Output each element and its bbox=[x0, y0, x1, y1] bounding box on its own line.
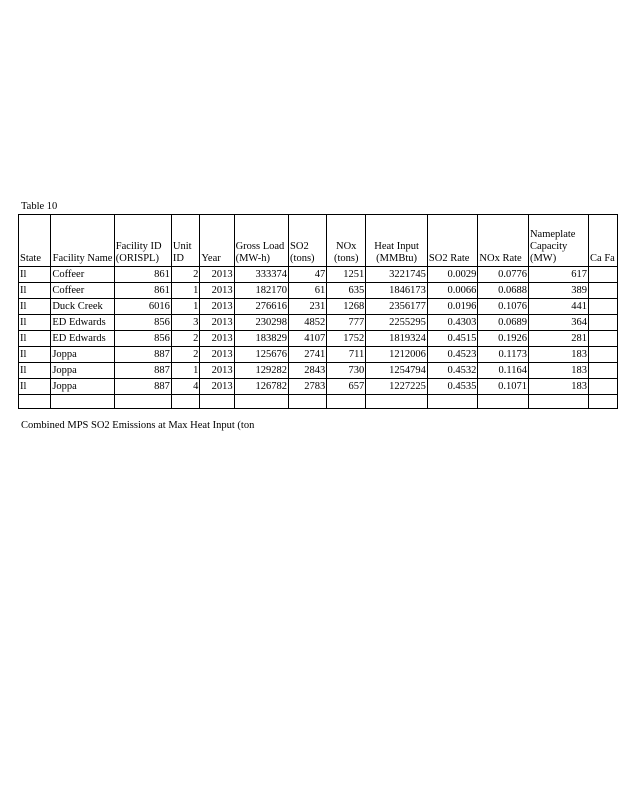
table-cell: 0.1076 bbox=[478, 299, 529, 315]
table-cell: 635 bbox=[327, 283, 366, 299]
col-header-facility-id: Facility ID (ORISPL) bbox=[114, 215, 171, 267]
table-cell: 276616 bbox=[234, 299, 288, 315]
table-cell: Joppa bbox=[51, 379, 114, 395]
table-row bbox=[19, 363, 618, 379]
table-row bbox=[19, 331, 618, 347]
table-cell: 711 bbox=[327, 347, 366, 363]
table-cell: ED Edwards bbox=[51, 331, 114, 347]
table-cell: 887 bbox=[114, 379, 171, 395]
table-container bbox=[18, 214, 618, 409]
table-cell: 2783 bbox=[289, 379, 327, 395]
table-cell bbox=[589, 299, 618, 315]
table-row bbox=[19, 299, 618, 315]
table-cell: Duck Creek bbox=[51, 299, 114, 315]
table-cell: Il bbox=[19, 315, 51, 331]
table-cell: 3221745 bbox=[366, 267, 428, 283]
table-cell: 856 bbox=[114, 331, 171, 347]
col-header-heat-input: Heat Input (MMBtu) bbox=[366, 215, 428, 267]
table-cell bbox=[589, 347, 618, 363]
empty-cell bbox=[51, 395, 114, 409]
table-cell: 0.4523 bbox=[427, 347, 478, 363]
table-cell: 47 bbox=[289, 267, 327, 283]
table-cell: 183829 bbox=[234, 331, 288, 347]
table-cell: 2 bbox=[171, 347, 199, 363]
table-cell: Coffeer bbox=[51, 283, 114, 299]
table-cell: Il bbox=[19, 347, 51, 363]
empty-cell bbox=[289, 395, 327, 409]
table-cell: 0.0688 bbox=[478, 283, 529, 299]
table-cell: 1 bbox=[171, 283, 199, 299]
table-cell: 1 bbox=[171, 363, 199, 379]
table-cell: 0.0776 bbox=[478, 267, 529, 283]
table-cell: 0.4532 bbox=[427, 363, 478, 379]
empty-cell bbox=[589, 395, 618, 409]
table-cell: 856 bbox=[114, 315, 171, 331]
note-text: Combined MPS SO2 Emissions at Max Heat Input (ton bbox=[21, 420, 255, 431]
table-cell: 0.4535 bbox=[427, 379, 478, 395]
table-cell: 230298 bbox=[234, 315, 288, 331]
table-cell: 2013 bbox=[200, 347, 234, 363]
col-header-so2-rate: SO2 Rate bbox=[427, 215, 478, 267]
table-cell: 2 bbox=[171, 267, 199, 283]
table-cell: 2255295 bbox=[366, 315, 428, 331]
table-cell bbox=[589, 267, 618, 283]
table-cell: 1752 bbox=[327, 331, 366, 347]
table-cell: 281 bbox=[528, 331, 588, 347]
table-cell: 2013 bbox=[200, 315, 234, 331]
table-cell: Coffeer bbox=[51, 267, 114, 283]
table-cell: 441 bbox=[528, 299, 588, 315]
table-caption: Table 10 bbox=[21, 201, 58, 212]
table-cell: 389 bbox=[528, 283, 588, 299]
table-cell: 6016 bbox=[114, 299, 171, 315]
table-cell: 0.0066 bbox=[427, 283, 478, 299]
empty-row bbox=[19, 395, 618, 409]
table-cell: 4 bbox=[171, 379, 199, 395]
table-cell: 0.0196 bbox=[427, 299, 478, 315]
table-cell: 0.1164 bbox=[478, 363, 529, 379]
table-cell: 0.4515 bbox=[427, 331, 478, 347]
table-cell: 0.1173 bbox=[478, 347, 529, 363]
table-cell: 129282 bbox=[234, 363, 288, 379]
table-cell: 617 bbox=[528, 267, 588, 283]
table-cell: 861 bbox=[114, 267, 171, 283]
table-row bbox=[19, 267, 618, 283]
table-cell: 1227225 bbox=[366, 379, 428, 395]
table-cell: 4852 bbox=[289, 315, 327, 331]
table-cell bbox=[589, 379, 618, 395]
table-cell: 2013 bbox=[200, 331, 234, 347]
table-cell: 777 bbox=[327, 315, 366, 331]
table-cell: 2013 bbox=[200, 363, 234, 379]
empty-cell bbox=[427, 395, 478, 409]
table-cell: Il bbox=[19, 363, 51, 379]
table-cell: Joppa bbox=[51, 347, 114, 363]
emissions-table bbox=[18, 214, 618, 409]
table-cell: 1819324 bbox=[366, 331, 428, 347]
table-cell: Il bbox=[19, 267, 51, 283]
table-cell: Il bbox=[19, 283, 51, 299]
table-cell: 183 bbox=[528, 347, 588, 363]
table-cell: 0.1071 bbox=[478, 379, 529, 395]
table-cell: 730 bbox=[327, 363, 366, 379]
table-cell: 4107 bbox=[289, 331, 327, 347]
table-cell: 2356177 bbox=[366, 299, 428, 315]
table-cell: 2 bbox=[171, 331, 199, 347]
table-cell: 887 bbox=[114, 363, 171, 379]
empty-cell bbox=[171, 395, 199, 409]
table-row bbox=[19, 379, 618, 395]
table-cell: 364 bbox=[528, 315, 588, 331]
col-header-so2: SO2 (tons) bbox=[289, 215, 327, 267]
table-cell: 2013 bbox=[200, 299, 234, 315]
table-cell: 126782 bbox=[234, 379, 288, 395]
table-cell: 1268 bbox=[327, 299, 366, 315]
table-cell: 1254794 bbox=[366, 363, 428, 379]
table-cell: 1846173 bbox=[366, 283, 428, 299]
table-cell: ED Edwards bbox=[51, 315, 114, 331]
table-cell: 861 bbox=[114, 283, 171, 299]
table-cell: 0.0689 bbox=[478, 315, 529, 331]
table-cell bbox=[589, 315, 618, 331]
table-cell: 2013 bbox=[200, 379, 234, 395]
table-cell: 61 bbox=[289, 283, 327, 299]
table-cell: Il bbox=[19, 299, 51, 315]
table-cell: 183 bbox=[528, 379, 588, 395]
table-row bbox=[19, 315, 618, 331]
table-row bbox=[19, 283, 618, 299]
table-cell: 2013 bbox=[200, 283, 234, 299]
empty-cell bbox=[327, 395, 366, 409]
table-cell: 887 bbox=[114, 347, 171, 363]
table-cell: 0.4303 bbox=[427, 315, 478, 331]
empty-cell bbox=[19, 395, 51, 409]
col-header-unit-id: Unit ID bbox=[171, 215, 199, 267]
col-header-gross-load: Gross Load (MW-h) bbox=[234, 215, 288, 267]
table-cell: 0.0029 bbox=[427, 267, 478, 283]
empty-cell bbox=[200, 395, 234, 409]
col-header-facility-name: Facility Name bbox=[51, 215, 114, 267]
empty-cell bbox=[234, 395, 288, 409]
table-cell: 182170 bbox=[234, 283, 288, 299]
table-cell: 231 bbox=[289, 299, 327, 315]
table-cell: 333374 bbox=[234, 267, 288, 283]
col-header-nox: NOx (tons) bbox=[327, 215, 366, 267]
empty-cell bbox=[366, 395, 428, 409]
col-header-nameplate-capacity: Nameplate Capacity (MW) bbox=[528, 215, 588, 267]
table-row bbox=[19, 347, 618, 363]
empty-cell bbox=[528, 395, 588, 409]
table-cell: 3 bbox=[171, 315, 199, 331]
col-header-year: Year bbox=[200, 215, 234, 267]
table-cell: 2741 bbox=[289, 347, 327, 363]
table-cell: 0.1926 bbox=[478, 331, 529, 347]
table-cell: 657 bbox=[327, 379, 366, 395]
table-cell: 125676 bbox=[234, 347, 288, 363]
table-cell bbox=[589, 363, 618, 379]
col-header-state: State bbox=[19, 215, 51, 267]
table-cell: 2843 bbox=[289, 363, 327, 379]
table-cell: 183 bbox=[528, 363, 588, 379]
table-cell: Il bbox=[19, 331, 51, 347]
table-cell: 1 bbox=[171, 299, 199, 315]
table-body bbox=[19, 267, 618, 409]
table-cell: 1212006 bbox=[366, 347, 428, 363]
table-cell: 1251 bbox=[327, 267, 366, 283]
table-cell: Il bbox=[19, 379, 51, 395]
empty-cell bbox=[114, 395, 171, 409]
table-cell bbox=[589, 283, 618, 299]
empty-cell bbox=[478, 395, 529, 409]
col-header-nox-rate: NOx Rate bbox=[478, 215, 529, 267]
table-cell: Joppa bbox=[51, 363, 114, 379]
table-cell: 2013 bbox=[200, 267, 234, 283]
table-cell bbox=[589, 331, 618, 347]
col-header-capacity-factor: Ca Fa bbox=[589, 215, 618, 267]
header-row bbox=[19, 215, 618, 267]
